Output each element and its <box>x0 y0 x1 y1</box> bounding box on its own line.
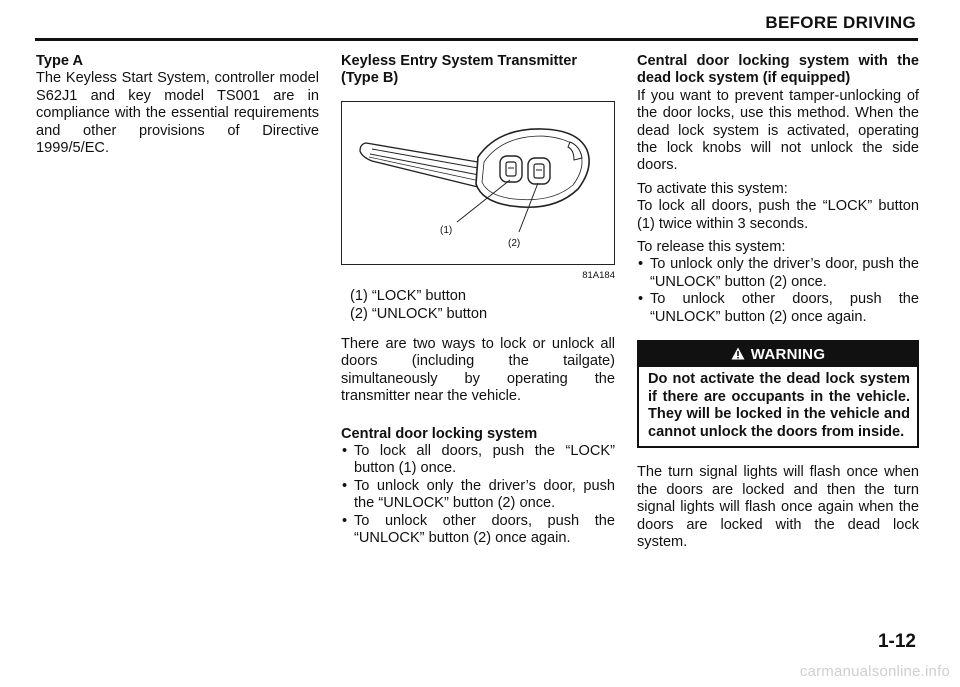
column-2 <box>341 53 615 548</box>
transmitter-heading-line-2: (Type B) <box>341 70 399 87</box>
transmitter-heading-line-1: Keyless Entry System Transmitter <box>341 53 578 69</box>
activate-label: To activate this system: <box>637 180 788 197</box>
watermark: carmanualsonline.info <box>799 663 950 680</box>
release-section <box>637 239 919 326</box>
key-illustration <box>342 102 614 264</box>
caption-unlock-button: (2) “UNLOCK” button <box>350 305 488 322</box>
page-number: 1-12 <box>877 631 916 652</box>
transmitter-figure <box>341 101 615 265</box>
warning-text: Do not activate the dead lock system if there are occupants in the vehicle. They will be locked in the vehicle and cannot unlock the doors from inside. <box>648 371 910 440</box>
central-locking-list <box>341 443 615 547</box>
transmitter-heading <box>341 53 615 88</box>
release-label: To release this system: <box>637 239 786 256</box>
column-3 <box>637 53 919 552</box>
warning-title: WARNING <box>750 346 826 364</box>
header-title: BEFORE DRIVING <box>765 13 916 32</box>
central-locking-heading: Central door locking system <box>341 425 538 442</box>
caption-lock-button: (1) “LOCK” button <box>350 288 466 305</box>
unlock-button-icon <box>528 158 550 184</box>
list-item: • To unlock other doors, push the “UNLOCK” button (2) once again. <box>637 291 919 326</box>
figure-code: 81A184 <box>582 269 615 281</box>
warning-triangle-icon <box>731 347 745 360</box>
dead-lock-intro: If you want to prevent tamper-unlocking of the door locks, use this method. When the dead lock system is activated, operating the lock knobs will not unlock the side doors. <box>637 87 919 174</box>
list-item: • To unlock only the driver’s door, push the “UNLOCK” button (2) once. <box>637 256 919 291</box>
callout-2-label: (2) <box>508 237 521 249</box>
callout-1-label: (1) <box>440 224 453 236</box>
header-rule <box>35 38 918 41</box>
warning-box <box>637 340 919 448</box>
type-a-heading: Type A <box>36 53 84 69</box>
type-a-body: The Keyless Start System, controller model S62J1 and key model TS001 are in compliance with the essential requirements and other provisions of Directive 1999/5/EC. <box>36 70 319 157</box>
turn-signal-text: The turn signal lights will flash once when the doors are locked and then the turn signal lights will flash once again when the doors are locked with the dead lock system. <box>637 464 919 551</box>
column-1 <box>36 53 319 157</box>
activate-section <box>637 181 919 233</box>
lock-button-icon <box>500 156 522 182</box>
release-list <box>637 256 919 326</box>
activate-text: To lock all doors, push the “LOCK” button (1) twice within 3 seconds. <box>637 198 919 232</box>
list-item: • To unlock only the driver’s door, push the “UNLOCK” button (2) once. <box>341 478 615 513</box>
list-item: • To lock all doors, push the “LOCK” button (1) once. <box>341 443 615 478</box>
figure-captions <box>341 288 615 323</box>
warning-header <box>639 342 917 367</box>
transmitter-intro: There are two ways to lock or unlock all doors (including the tailgate) simultaneously by operating the transmitter near the vehicle. <box>341 336 615 405</box>
dead-lock-heading: Central door locking system with the dead lock system (if equipped) <box>637 53 919 87</box>
list-item: • To unlock other doors, push the “UNLOCK” button (2) once again. <box>341 513 615 548</box>
